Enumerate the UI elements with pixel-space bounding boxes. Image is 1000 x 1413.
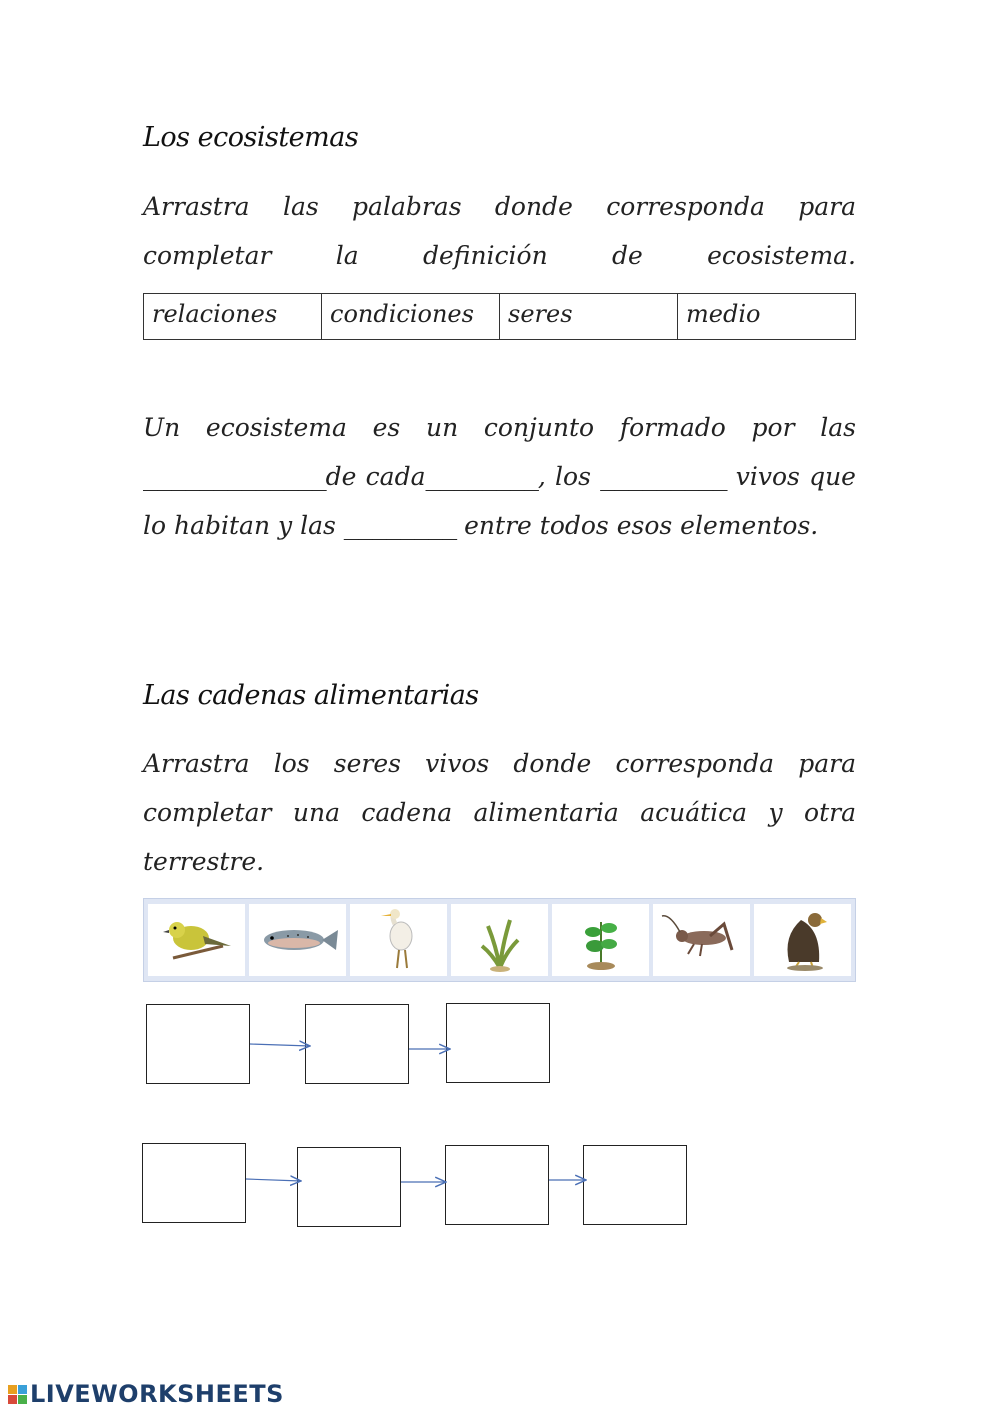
terrestrial-chain-box-4[interactable] bbox=[583, 1145, 687, 1225]
definition-text-2: de cada bbox=[325, 462, 426, 491]
word-bank bbox=[143, 293, 856, 340]
algae-icon bbox=[456, 906, 544, 974]
section-title-food-chains: Las cadenas alimentarias bbox=[143, 680, 479, 711]
instruction-food-chains: Arrastra los seres vivos donde corresponda para completar una cadena alimentaria acuática y otra terrestre. bbox=[143, 749, 856, 876]
drop-blank-2[interactable]: ________ bbox=[425, 462, 538, 491]
aquatic-chain-box-3[interactable] bbox=[446, 1003, 550, 1083]
word-tile-seres[interactable]: seres bbox=[500, 294, 678, 339]
organism-tile[interactable] bbox=[148, 904, 245, 976]
aquatic-chain-box-2[interactable] bbox=[305, 1004, 409, 1084]
plant-sprout-icon bbox=[557, 906, 645, 974]
drop-blank-4[interactable]: ________ bbox=[343, 511, 457, 540]
definition-text-3: , los bbox=[537, 462, 591, 491]
organism-strip bbox=[143, 898, 856, 982]
terrestrial-chain-box-3[interactable] bbox=[445, 1145, 549, 1225]
definition-text-4: vivos que lo habitan y las bbox=[143, 462, 856, 540]
definition-text-1: Un ecosistema es un conjunto formado por las bbox=[143, 413, 856, 442]
aquatic-chain-box-1[interactable] bbox=[146, 1004, 250, 1084]
section-title-ecosystems: Los ecosistemas bbox=[143, 122, 359, 153]
liveworksheets-logo[interactable] bbox=[8, 1380, 284, 1408]
organism-tile[interactable] bbox=[249, 904, 346, 976]
organism-tile[interactable] bbox=[451, 904, 548, 976]
brand-name: LIVEWORKSHEETS bbox=[30, 1380, 284, 1408]
instruction-ecosystems: Arrastra las palabras donde corresponda para completar la definición de ecosistema. bbox=[143, 192, 856, 270]
arrow-terrestrial-1 bbox=[246, 1179, 301, 1181]
terrestrial-chain-box-1[interactable] bbox=[142, 1143, 246, 1223]
terrestrial-chain-box-2[interactable] bbox=[297, 1147, 401, 1227]
logo-grid-icon bbox=[8, 1385, 27, 1404]
organism-tile[interactable] bbox=[754, 904, 851, 976]
organism-tile[interactable] bbox=[653, 904, 750, 976]
word-tile-medio[interactable]: medio bbox=[686, 300, 761, 328]
drop-blank-3[interactable]: _________ bbox=[600, 462, 727, 491]
eagle-icon bbox=[759, 906, 847, 974]
songbird-icon bbox=[153, 906, 241, 974]
definition-text-5: entre todos esos elementos. bbox=[464, 511, 819, 540]
grasshopper-icon bbox=[658, 906, 746, 974]
egret-icon bbox=[355, 906, 443, 974]
arrow-aquatic-1 bbox=[250, 1044, 310, 1046]
organism-tile[interactable] bbox=[350, 904, 447, 976]
ecosystem-definition bbox=[143, 403, 856, 550]
word-tile-condiciones[interactable]: condiciones bbox=[322, 294, 500, 339]
word-tile-relaciones[interactable]: relaciones bbox=[144, 294, 322, 339]
trout-icon bbox=[254, 906, 342, 974]
organism-tile[interactable] bbox=[552, 904, 649, 976]
drop-blank-1[interactable]: _____________ bbox=[143, 462, 326, 491]
